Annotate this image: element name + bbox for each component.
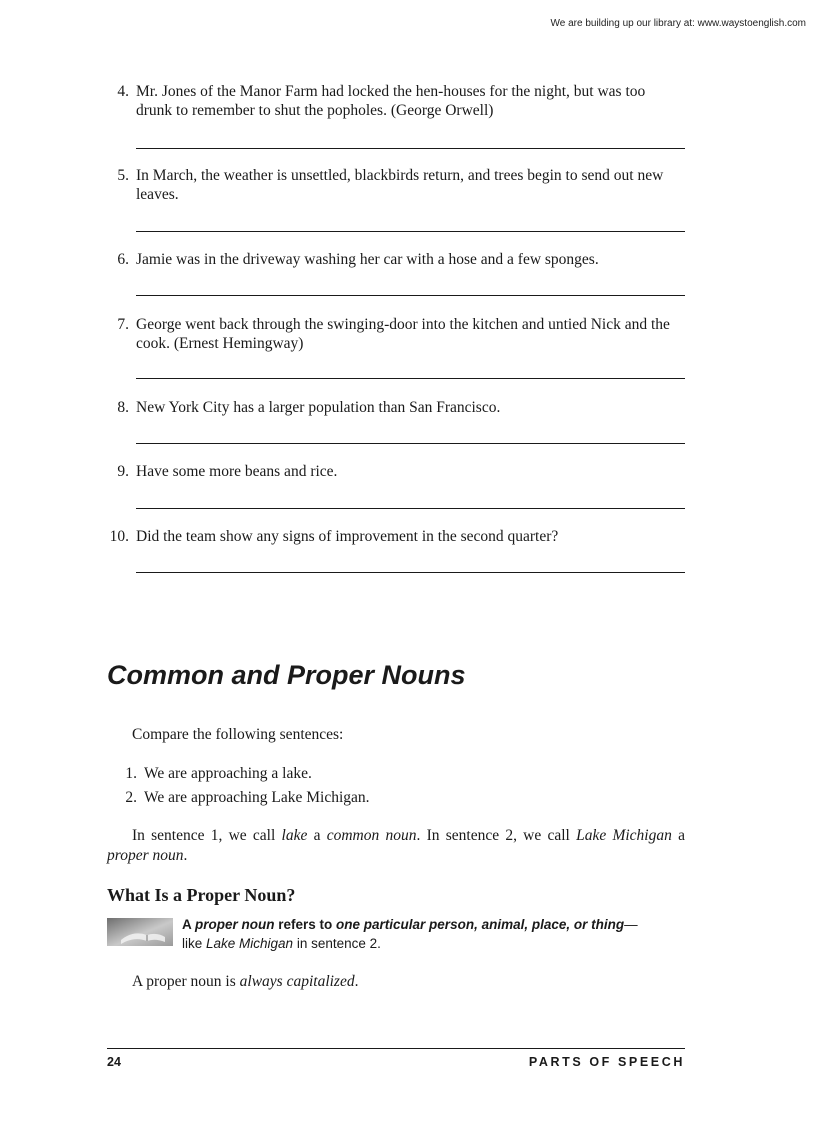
exercise-text: Did the team show any signs of improvement in the second quarter? xyxy=(136,528,559,545)
exercise-text: Jamie was in the driveway washing her car with a hose and a few sponges. xyxy=(136,251,599,268)
intro-text: Compare the following sentences: xyxy=(132,726,344,743)
answer-line[interactable] xyxy=(136,148,685,149)
exercise-text: New York City has a larger population than San Francisco. xyxy=(136,399,501,416)
example-number: 2. xyxy=(125,789,137,806)
example-text: We are approaching a lake. xyxy=(144,765,312,782)
exercise-text: Have some more beans and rice. xyxy=(136,463,338,480)
exercise-item xyxy=(107,166,685,204)
footer-section-title: PARTS OF SPEECH xyxy=(528,1055,685,1069)
capitalization-note: A proper noun is always capitalized. xyxy=(132,973,359,990)
exercise-number: 8. xyxy=(117,399,129,416)
answer-line[interactable] xyxy=(136,508,685,509)
exercise-number: 9. xyxy=(117,463,129,480)
exercise-item xyxy=(107,527,685,546)
example-number: 1. xyxy=(125,765,137,782)
exercise-number: 6. xyxy=(117,251,129,268)
book-icon xyxy=(107,918,173,946)
section-title: Common and Proper Nouns xyxy=(107,660,466,690)
answer-line[interactable] xyxy=(136,572,685,573)
exercise-item xyxy=(107,82,685,120)
exercise-item xyxy=(107,462,685,481)
example-item xyxy=(115,788,675,807)
example-text: We are approaching Lake Michigan. xyxy=(144,789,370,806)
exercise-item xyxy=(107,250,685,269)
example-item xyxy=(115,764,675,783)
watermark-text: We are building up our library at: www.waystoenglish.com xyxy=(550,18,806,29)
exercise-item xyxy=(107,398,685,417)
exercise-number: 4. xyxy=(117,83,129,100)
answer-line[interactable] xyxy=(136,231,685,232)
exercise-text: In March, the weather is unsettled, blackbirds return, and trees begin to send out new leaves. xyxy=(136,167,664,203)
explanation-paragraph: In sentence 1, we call lake a common noun. In sentence 2, we call Lake Michigan a proper noun. xyxy=(107,827,685,864)
exercise-text: Mr. Jones of the Manor Farm had locked the hen-houses for the night, but was too drunk to remember to shut the popholes. (George Orwell) xyxy=(136,83,646,119)
tip-definition: A proper noun refers to one particular person, animal, place, or thing—like Lake Michigan in sentence 2. xyxy=(182,917,638,951)
answer-line[interactable] xyxy=(136,295,685,296)
subheading: What Is a Proper Noun? xyxy=(107,885,296,905)
exercise-number: 5. xyxy=(117,167,129,184)
exercise-number: 10. xyxy=(109,528,129,545)
answer-line[interactable] xyxy=(136,378,685,379)
footer-divider xyxy=(107,1048,685,1049)
exercise-number: 7. xyxy=(117,316,129,333)
exercise-text: George went back through the swinging-door into the kitchen and untied Nick and the cook. (Ernest Hemingway) xyxy=(136,316,670,352)
exercise-item xyxy=(107,315,685,353)
page-number: 24 xyxy=(107,1055,121,1069)
answer-line[interactable] xyxy=(136,443,685,444)
